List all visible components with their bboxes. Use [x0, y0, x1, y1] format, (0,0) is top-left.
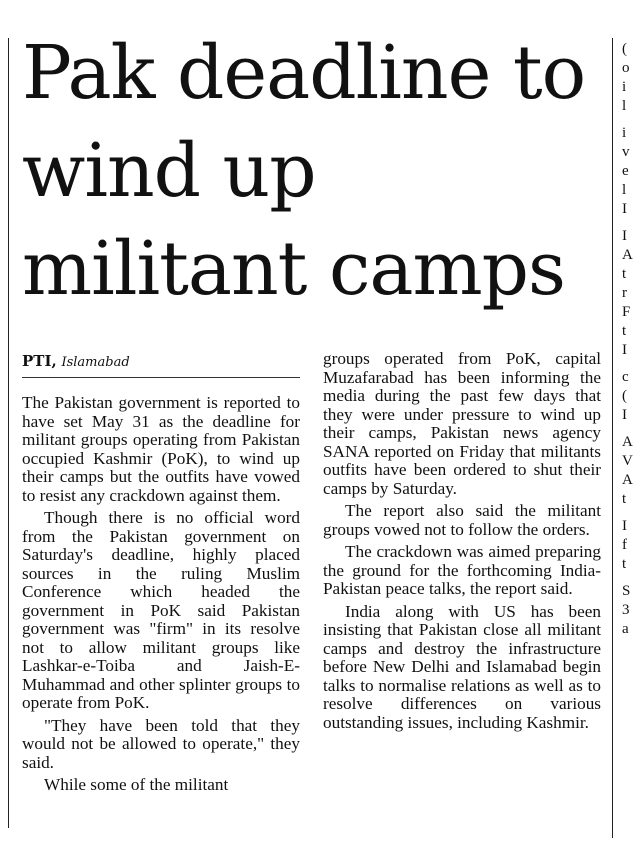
edge-fragment: t [622, 491, 627, 507]
edge-fragment: f [622, 537, 627, 553]
byline-place: Islamabad [61, 355, 130, 370]
edge-fragment: S [622, 583, 631, 599]
paragraph: The report also said the militant groups vowed not to follow the orders. [323, 501, 601, 539]
edge-fragment: t [622, 266, 627, 282]
edge-fragment: 3 [622, 602, 630, 618]
paragraph: While some of the militant [44, 775, 229, 794]
edge-fragment: c [622, 369, 629, 385]
edge-fragment: t [622, 556, 627, 572]
edge-fragment: I [622, 407, 627, 423]
edge-fragment: V [622, 453, 633, 469]
edge-fragment: A [622, 472, 633, 488]
byline [22, 350, 300, 378]
paragraph: "They have been told that they would not be allowed to operate," they said. [22, 715, 300, 772]
byline-agency: PTI, [22, 352, 57, 370]
edge-fragment: l [622, 182, 627, 198]
edge-fragment: I [622, 342, 627, 358]
article-column-2 [323, 350, 601, 736]
edge-fragment: ( [622, 41, 627, 57]
column-rule-left [8, 38, 9, 828]
adjacent-article-edge [622, 40, 632, 639]
edge-fragment: I [622, 228, 627, 244]
paragraph: India along with US has been insisting that Pakistan close all militant camps and destroy the infrastructure before New Delhi and Islamabad begin talks to normalise relations as well as to resolve differences on various outstanding issues, including Kashmir. [323, 601, 601, 732]
headline: Pak deadline to wind up militant camps [22, 30, 586, 312]
edge-fragment: A [622, 247, 633, 263]
paragraph: Though there is no official word from the Pakistan government on Saturday's deadline, highly placed sources in the ruling Muslim Conference which headed the government in PoK said Pakistan government was "firm" in its resolve not to allow militant groups like Lashkar-e-Toiba and Jaish-E-Muhammad and other splinter groups to operate from PoK. [22, 508, 300, 712]
edge-fragment: I [622, 201, 627, 217]
paragraph: The Pakistan government is reported to have set May 31 as the deadline for militant groups operating from Pakistan occupied Kashmir (PoK), to wind up their camps but the outfits have vowed to resist any crackdown against them. [22, 393, 300, 505]
edge-fragment: F [622, 304, 631, 320]
edge-fragment: i [622, 125, 627, 141]
edge-fragment: v [622, 144, 630, 160]
edge-fragment: I [622, 518, 627, 534]
article-column-1 [22, 350, 300, 799]
column-rule-right [612, 38, 613, 838]
edge-fragment: a [622, 621, 629, 637]
edge-fragment: o [622, 60, 630, 76]
edge-fragment: l [622, 98, 627, 114]
edge-fragment: t [622, 323, 627, 339]
edge-fragment: r [622, 285, 627, 301]
edge-fragment: ( [622, 388, 627, 404]
paragraph: groups operated from PoK, capital Muzafarabad has been informing the media during the past few days that they were under pressure to wind up their camps, Pakistan news agency SANA reported on Friday that militants outfits have been ordered to shut their camps by Saturday. [323, 349, 601, 498]
paragraph: The crackdown was aimed preparing the ground for the forthcoming India-Pakistan peace talks, the report said. [323, 542, 601, 598]
edge-fragment: A [622, 434, 633, 450]
edge-fragment: i [622, 79, 627, 95]
edge-fragment: e [622, 163, 629, 179]
